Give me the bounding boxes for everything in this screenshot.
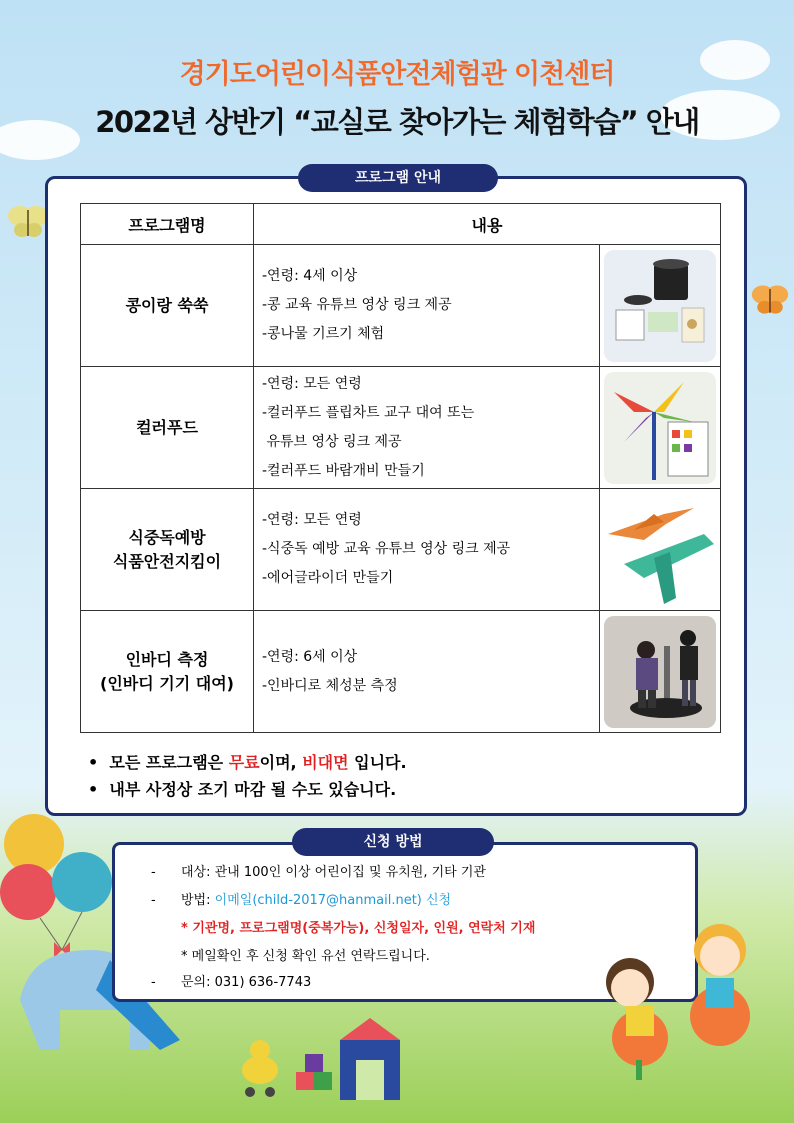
program-description: -연령: 모든 연령 -식중독 예방 교육 유튜브 영상 링크 제공 -에어글라이더 만들기 [254,489,600,611]
contact-row: - 문의: 031) 636-7743 [151,975,312,990]
program-name [81,489,254,611]
program-name: 컬러푸드 [81,367,254,489]
program-description: -연령: 모든 연령 -컬러푸드 플립차트 교구 대여 또는 유튜브 영상 링크 제공 -컬러푸드 바람개비 만들기 [254,367,600,489]
program-description: -연령: 4세 이상 -콩 교육 유튜브 영상 링크 제공 -콩나물 기르기 체험 [254,245,600,367]
apply-section-pill: 신청 방법 [292,828,494,856]
butterfly-icon [6,200,50,244]
children-decoration [590,920,790,1080]
table-header-row [81,204,721,245]
program-name-line: 식품안전지킴이 [112,551,222,571]
method-row: - 방법: 이메일(child-2017@hanmail.net) 신청 [151,893,452,908]
center-title: 경기도어린이식품안전체험관 이천센터 [179,59,615,90]
note-item: • 모든 프로그램은 무료이며, 비대면 입니다. [88,753,407,772]
program-name [81,611,254,733]
pinwheel-photo [604,372,716,484]
program-description: -연령: 6세 이상 -인바디로 체성분 측정 [254,611,600,733]
target-row: - 대상: 관내 100인 이상 어린이집 및 유치원, 기타 기관 [151,865,486,880]
required-info: * 기관명, 프로그램명(중복가능), 신청일자, 인원, 연락처 기재 [181,921,536,936]
program-panel [45,176,747,816]
page-title: 2022년 상반기 “교실로 찾아가는 체험학습” 안내 [95,105,699,139]
bean-kit-photo [604,250,716,362]
note-item: • 내부 사정상 조기 마감 될 수도 있습니다. [88,780,397,799]
program-table [80,203,721,733]
air-glider-photo [604,494,716,606]
table-row [81,611,721,733]
free-highlight: 무료 [228,753,260,772]
column-header-content: 내용 [254,204,721,245]
notes [88,749,407,803]
table-row [81,367,721,489]
toys-decoration [230,1010,430,1110]
online-highlight: 비대면 [302,753,349,772]
table-row [81,245,721,367]
butterfly-icon [750,280,790,320]
program-name-line: 식중독예방 [128,527,206,547]
confirm-info: * 메일확인 후 신청 확인 유선 연락드립니다. [181,949,430,964]
program-name: 콩이랑 쑥쑥 [81,245,254,367]
column-header-name: 프로그램명 [81,204,254,245]
table-row [81,489,721,611]
program-name-line: 인바디 측정 [125,649,209,669]
inbody-photo [604,616,716,728]
email-link[interactable]: 이메일(child-2017@hanmail.net) 신청 [214,893,452,908]
program-section-pill: 프로그램 안내 [298,164,498,192]
program-name-line: (인바디 기기 대여) [100,673,234,693]
